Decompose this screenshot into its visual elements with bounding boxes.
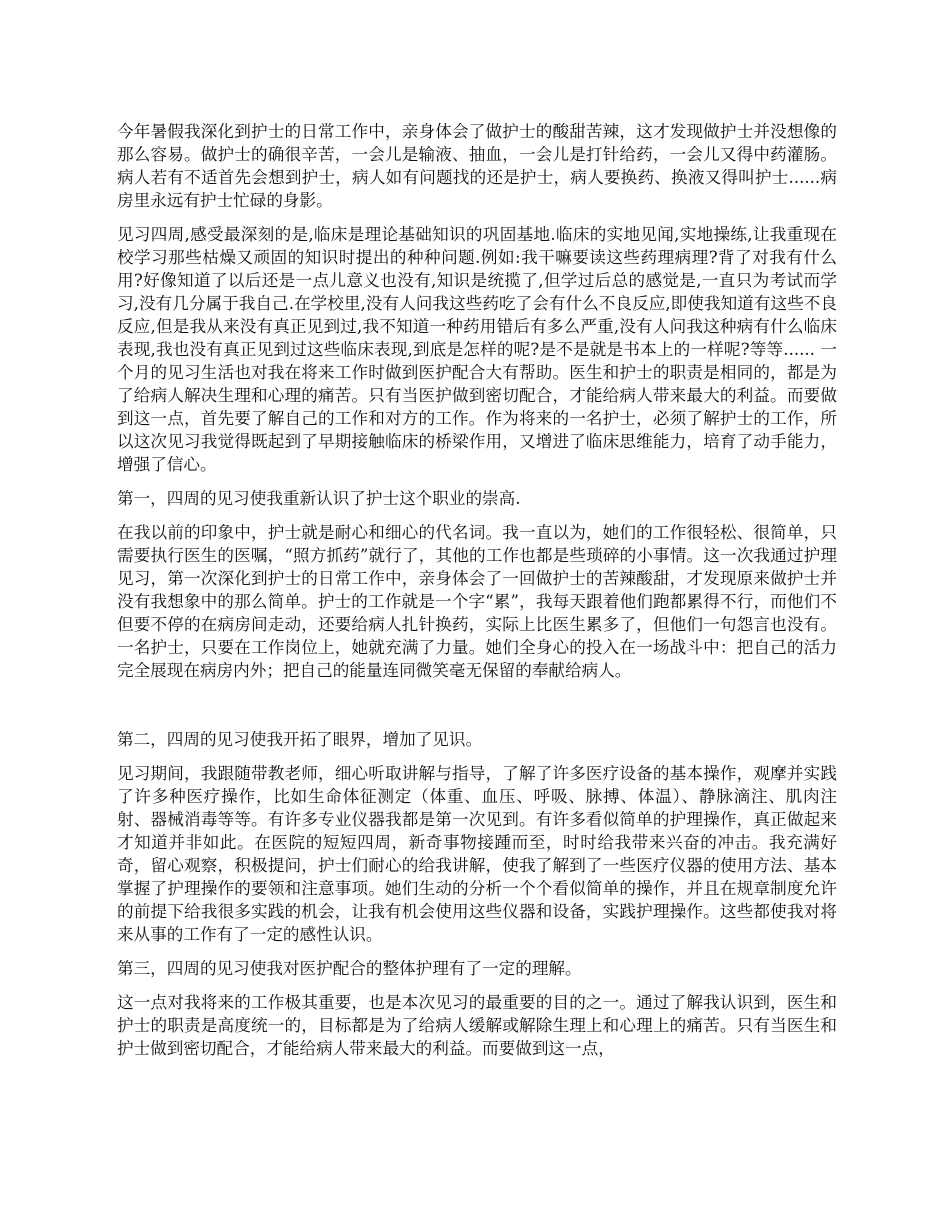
paragraph-second-point-body: 见习期间，我跟随带教老师，细心听取讲解与指导，了解了许多医疗设备的基本操作，观摩并实践了许多种医疗操作，比如生命体征测定（体重、血压、呼吸、脉搏、体温）、静脉滴注、肌肉注射、器械消毒等等。有许多专业仪器我都是第一次见到。有许多看似简单的护理操作，真正做起来才知道并非如此。在医院的短短四周，新奇事物接踵而至，时时给我带来兴奋的冲击。我充满好奇，留心观察，积极提问，护士们耐心的给我讲解，使我了解到了一些医疗仪器的使用方法、基本掌握了护理操作的要领和注意事项。她们生动的分析一个个看似简单的操作，并且在规章制度允许的前提下给我很多实践的机会，让我有机会使用这些仪器和设备，实践护理操作。这些都使我对将来从事的工作有了一定的感性认识。 bbox=[117, 764, 837, 944]
heading-first-point: 第一，四周的见习使我重新认识了护士这个职业的崇高. bbox=[117, 489, 521, 508]
heading-second-point: 第二，四周的见习使我开拓了眼界，增加了见识。 bbox=[117, 730, 483, 749]
paragraph-first-point-body: 在我以前的印象中，护士就是耐心和细心的代名词。我一直以为，她们的工作很轻松、很简单，只需要执行医生的医嘱，“照方抓药”就行了，其他的工作也都是些琐碎的小事情。这一次我通过护理见习，第一次深化到护士的日常工作中，亲身体会了一回做护士的苦辣酸甜，才发现原来做护士并没有我想象中的那么简单。护士的工作就是一个字“累”，我每天跟着他们跑都累得不行，而他们不但要不停的在病房间走动，还要给病人扎针换药，实际上比医生累多了，但他们一句怨言也没有。一名护士，只要在工作岗位上，她就充满了力量。她们全身心的投入在一场战斗中：把自己的活力完全展现在病房内外；把自己的能量连同微笑毫无保留的奉献给病人。 bbox=[117, 523, 837, 680]
blank-space bbox=[117, 693, 837, 728]
document-body bbox=[117, 120, 837, 1071]
paragraph-four-weeks-reflection: 见习四周,感受最深刻的是,临床是理论基础知识的巩固基地.临床的实地见闻,实地操练,让我重现在校学习那些枯燥又顽固的知识时提出的种种问题.例如:我干嘛要读这些药理病理?背了对我有什么用?好像知道了以后还是一点儿意义也没有,知识是统揽了,但学过后总的感觉是,一直只为考试而学习,没有几分属于我自己.在学校里,没有人问我这些药吃了会有什么不良反应,即使我知道有这些不良反应,但是我从来没有真正见到过,我不知道一种药用错后有多么严重,没有人问我这种病有什么临床表现,我也没有真正见到过这些临床表现,到底是怎样的呢?是不是就是书本上的一样呢?等等...... 一个月的见习生活也对我在将来工作时做到医护配合大有帮助。医生和护士的职责是相同的，都是为了给病人解决生理和心理的痛苦。只有当医护做到密切配合，才能给病人带来最大的利益。而要做到这一点，首先要了解自己的工作和对方的工作。作为将来的一名护士，必须了解护士的工作，所以这次见习我觉得既起到了早期接触临床的桥梁作用，又增进了临床思维能力，培育了动手能力，增强了信心。 bbox=[117, 225, 837, 474]
heading-third-point: 第三，四周的见习使我对医护配合的整体护理有了一定的理解。 bbox=[117, 959, 582, 978]
paragraph-summer-intro: 今年暑假我深化到护士的日常工作中，亲身体会了做护士的酸甜苦辣，这才发现做护士并没想像的那么容易。做护士的确很辛苦，一会儿是输液、抽血，一会儿是打针给药，一会儿又得中药灌肠。病人若有不适首先会想到护士，病人如有问题找的还是护士，病人要换药、换液又得叫护士......病房里永远有护士忙碌的身影。 bbox=[117, 122, 837, 210]
paragraph-third-point-body: 这一点对我将来的工作极其重要，也是本次见习的最重要的目的之一。通过了解我认识到，医生和护士的职责是高度统一的，目标都是为了给病人缓解或解除生理上和心理上的痛苦。只有当医生和护士做到密切配合，才能给病人带来最大的利益。而要做到这一点， bbox=[117, 993, 837, 1058]
